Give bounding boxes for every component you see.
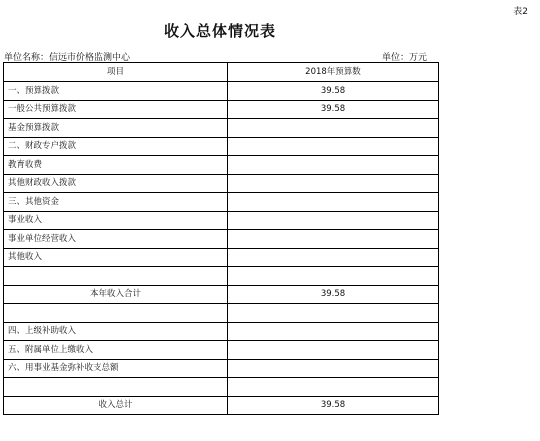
row-label: 事业单位经营收入	[4, 230, 228, 249]
row-label	[4, 378, 228, 397]
row-value	[228, 341, 439, 360]
row-value	[228, 230, 439, 249]
row-label	[4, 267, 228, 286]
table-header-row	[4, 63, 439, 82]
table-row	[4, 137, 439, 156]
row-value: 39.58	[228, 82, 439, 101]
table-row	[4, 267, 439, 286]
row-value	[228, 304, 439, 323]
row-label: 本年收入合计	[4, 285, 228, 304]
row-value	[228, 174, 439, 193]
row-label: 收入总计	[4, 396, 228, 415]
row-value	[228, 322, 439, 341]
table-row	[4, 156, 439, 175]
table-row	[4, 230, 439, 249]
row-value	[228, 193, 439, 212]
table-row	[4, 378, 439, 397]
row-label: 六、用事业基金弥补收支总额	[4, 359, 228, 378]
income-summary-table	[3, 62, 439, 415]
row-label: 一般公共预算拨款	[4, 100, 228, 119]
row-value	[228, 359, 439, 378]
row-label: 三、其他资金	[4, 193, 228, 212]
row-value: 39.58	[228, 285, 439, 304]
form-number: 表2	[513, 7, 528, 17]
table-row	[4, 82, 439, 101]
table-row	[4, 322, 439, 341]
row-label: 基金预算拨款	[4, 119, 228, 138]
row-value	[228, 156, 439, 175]
table-row	[4, 341, 439, 360]
header-item: 项目	[4, 63, 228, 82]
table-row	[4, 396, 439, 415]
row-label: 二、财政专户拨款	[4, 137, 228, 156]
table-row	[4, 100, 439, 119]
row-value	[228, 248, 439, 267]
row-label: 教育收费	[4, 156, 228, 175]
table-row	[4, 285, 439, 304]
table-row	[4, 174, 439, 193]
row-value: 39.58	[228, 100, 439, 119]
unit-name-label: 单位名称：信远市价格监测中心	[4, 53, 131, 63]
table-row	[4, 304, 439, 323]
row-value	[228, 119, 439, 138]
table-row	[4, 248, 439, 267]
row-label: 一、预算拨款	[4, 82, 228, 101]
row-value	[228, 267, 439, 286]
row-label: 其他收入	[4, 248, 228, 267]
row-label: 事业收入	[4, 211, 228, 230]
page-title: 收入总体情况表	[163, 22, 276, 40]
table-row	[4, 359, 439, 378]
row-label: 其他财政收入拨款	[4, 174, 228, 193]
row-value	[228, 378, 439, 397]
table-row	[4, 211, 439, 230]
unit-label: 单位：万元	[382, 53, 428, 63]
row-value: 39.58	[228, 396, 439, 415]
table-row	[4, 193, 439, 212]
header-budget-2018: 2018年预算数	[228, 63, 439, 82]
row-label: 五、附属单位上缴收入	[4, 341, 228, 360]
row-value	[228, 137, 439, 156]
table-row	[4, 119, 439, 138]
row-label	[4, 304, 228, 323]
row-label: 四、上级补助收入	[4, 322, 228, 341]
row-value	[228, 211, 439, 230]
